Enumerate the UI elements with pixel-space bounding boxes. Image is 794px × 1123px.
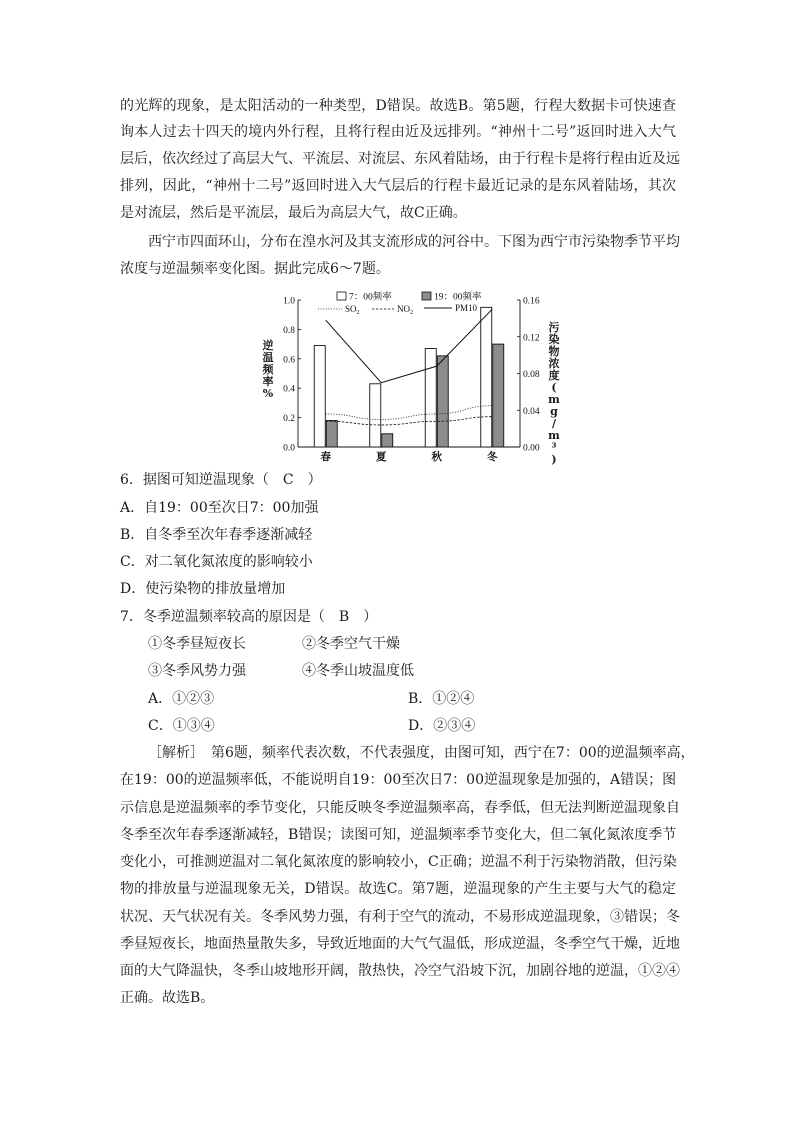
q7-option: A．①②③	[148, 691, 215, 707]
left-tick-label: 0.4	[283, 384, 295, 395]
chart-bars	[314, 307, 504, 447]
paragraph1-line: 层后，依次经过了高层大气、平流层、对流层、东风着陆场，由于行程卡是将行程由近及远	[120, 151, 680, 167]
line-no2	[326, 417, 493, 425]
left-tick-label: 0.8	[283, 325, 295, 336]
right-tick-label: 0.12	[523, 333, 540, 344]
analysis-line: 状况、天气状况有关。冬季风势力强，有利于空气的流动，不易形成逆温现象，③错误；冬	[120, 909, 680, 925]
right-tick-label: 0.00	[523, 443, 540, 454]
left-tick-label: 1.0	[283, 296, 295, 307]
bar-7am	[314, 346, 325, 447]
category-label: 秋	[431, 452, 442, 463]
right-tick-label: 0.08	[523, 370, 540, 380]
analysis-line: 物的排放量与逆温现象无关，D错误。故选C。第7题，逆温现象的产生主要与大气的稳定	[120, 881, 676, 897]
bar-7am	[481, 307, 492, 447]
legend-label-7pm: 19：00频率	[434, 292, 482, 303]
category-label: 冬	[487, 452, 498, 463]
right-tick-label: 0.04	[523, 406, 540, 417]
line-pm10	[326, 309, 493, 383]
analysis-line: 正确。故选B。	[120, 990, 215, 1006]
intro-line: 浓度与逆温频率变化图。据此完成6～7题。	[120, 261, 390, 277]
left-tick-label: 0.2	[283, 414, 295, 425]
q6-option: C．对二氧化氮浓度的影响较小	[120, 554, 313, 570]
analysis-line: ［解析］ 第6题，频率代表次数，不代表强度，由图可知，西宁在7：00的逆温频率高，	[148, 745, 695, 761]
q6-option: A．自19：00至次日7：00加强	[120, 500, 319, 516]
legend-label-no2: $NO_2$	[397, 304, 413, 316]
inversion-pollution-chart	[258, 286, 558, 466]
q7-option: C．①③④	[148, 718, 215, 734]
left-axis-label: 逆 温 频 率 %	[262, 339, 274, 400]
q7-item: ①冬季昼短夜长	[148, 636, 246, 652]
right-axis-label: 污 染 物 浓 度 ( m g / m ³ )	[548, 321, 560, 466]
legend-swatch-7pm	[422, 292, 431, 300]
legend-swatch-7am	[337, 292, 346, 300]
bar-7pm	[437, 356, 448, 447]
q7-stem: 7．冬季逆温频率较高的原因是（ B ）	[120, 609, 378, 625]
q7-option: B．①②④	[408, 691, 475, 707]
bar-7pm	[326, 421, 337, 447]
q6-option: D．使污染物的排放量增加	[120, 581, 286, 597]
legend-label-pm10: PM10	[455, 303, 478, 313]
q7-item: ②冬季空气干燥	[302, 636, 400, 652]
q7-item: ③冬季风势力强	[148, 663, 246, 679]
legend-label-so2: $SO_2$	[345, 304, 360, 316]
paragraph1-line: 排列，因此，“神州十二号”返回时进入大气层后的行程卡最近记录的是东风着陆场，其次	[120, 178, 676, 194]
analysis-line: 面的大气降温快，冬季山坡地形开阔，散热快，冷空气沿坡下沉，加剧谷地的逆温，①②④	[120, 963, 680, 979]
q7-option: D．②③④	[408, 718, 476, 734]
analysis-line: 示信息是逆温频率的季节变化，只能反映冬季逆温频率高，春季低，但无法判断逆温现象自	[120, 800, 680, 816]
analysis-line: 冬季至次年春季逐渐减轻，B错误；读图可知，逆温频率季节变化大，但二氧化氮浓度季节	[120, 827, 677, 843]
legend-label-7am: 7：00频率	[349, 292, 392, 303]
analysis-line: 变化小，可推测逆温对二氧化氮浓度的影响较小，C正确；逆温不利于污染物消散，但污染	[120, 854, 677, 870]
left-tick-label: 0.0	[283, 443, 295, 454]
q7-item: ④冬季山坡温度低	[302, 663, 414, 679]
left-tick-label: 0.6	[283, 355, 295, 366]
paragraph1-line: 询本人过去十四天的境内外行程，且将行程由近及远排列。“神州十二号”返回时进入大气	[120, 124, 676, 140]
bar-7am	[370, 384, 381, 447]
analysis-line: 在19：00的逆温频率低，不能说明自19：00至次日7：00逆温现象是加强的，A错误；图	[120, 772, 677, 788]
category-label: 夏	[376, 452, 387, 463]
bar-7am	[425, 349, 436, 447]
paragraph1-line: 是对流层，然后是平流层，最后为高层大气，故C正确。	[120, 205, 467, 221]
paragraph1-line: 的光辉的现象，是太阳活动的一种类型，D错误。故选B。第5题，行程大数据卡可快速查	[120, 98, 676, 114]
right-tick-label: 0.16	[523, 296, 540, 307]
intro-line: 西宁市四面环山，分布在湟水河及其支流形成的河谷中。下图为西宁市污染物季节平均	[148, 234, 680, 250]
q6-stem: 6．据图可知逆温现象（ C ）	[120, 472, 322, 488]
analysis-line: 季昼短夜长，地面热量散失多，导致近地面的大气气温低，形成逆温，冬季空气干燥，近地	[120, 936, 680, 952]
bar-7pm	[382, 434, 393, 447]
category-label: 春	[320, 452, 331, 463]
q6-option: B．自冬季至次年春季逐渐减轻	[120, 527, 313, 543]
bar-7pm	[493, 344, 504, 447]
chart-legend	[318, 291, 482, 317]
chart-lines	[326, 309, 493, 425]
line-so2	[326, 406, 493, 420]
